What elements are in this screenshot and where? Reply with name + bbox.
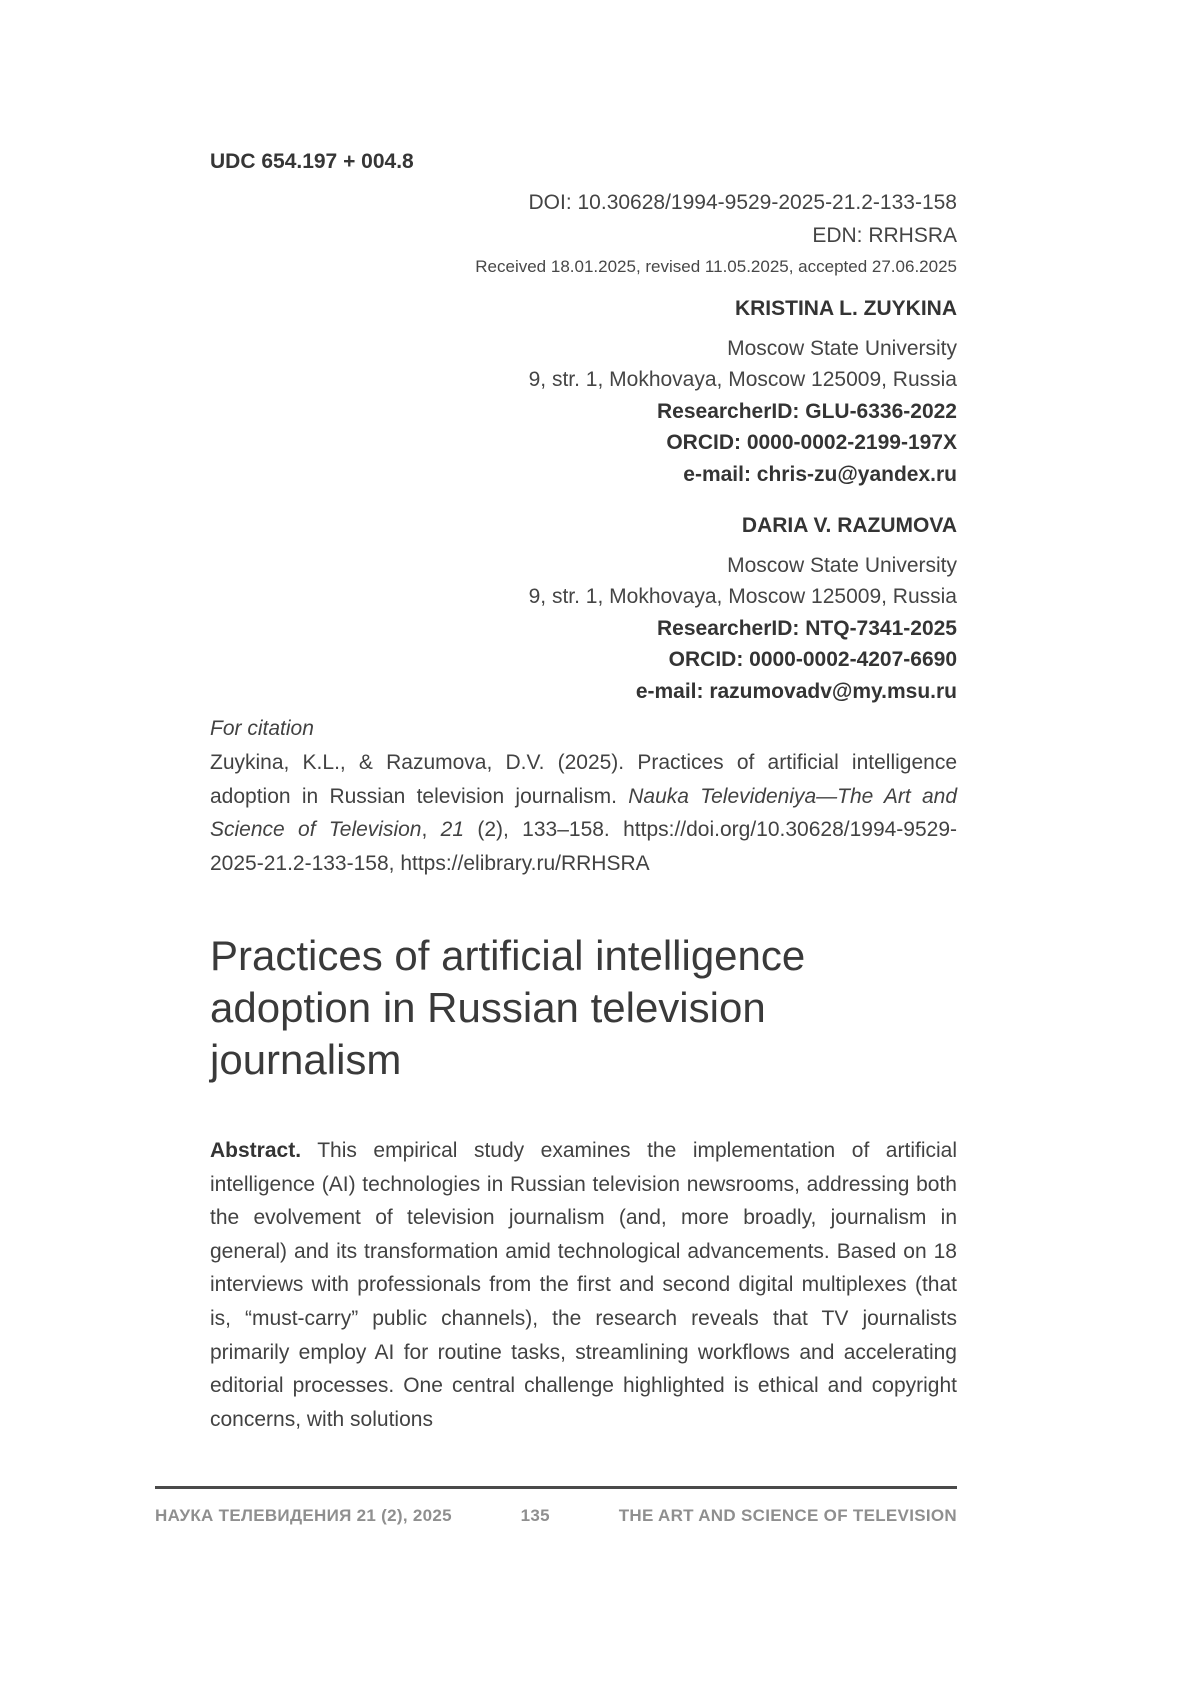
title-line-2: adoption in Russian television <box>210 984 766 1031</box>
content-column <box>210 150 957 1436</box>
author-block-2 <box>210 510 957 707</box>
footer-journal-en: THE ART AND SCIENCE OF TELEVISION <box>618 1506 957 1525</box>
received-line: Received 18.01.2025, revised 11.05.2025, accepted 27.06.2025 <box>475 257 957 276</box>
author-affiliation: Moscow State University <box>727 336 957 360</box>
citation-pages-links: (2), 133–158. https://doi.org/10.30628/1994-9529-2025-21.2-133-158, https://elibrary.ru/RRHSRA <box>210 818 958 875</box>
title-line-3: journalism <box>210 1036 402 1083</box>
author-address: 9, str. 1, Mokhovaya, Moscow 125009, Russia <box>528 585 957 608</box>
citation-journal-name: Nauka Televideniya—The Art and Science of Television <box>210 784 957 841</box>
author-orcid: ORCID: 0000-0002-4207-6690 <box>668 648 957 671</box>
udc-label: UDC 654.197 + 004.8 <box>210 150 414 173</box>
footer-journal-ru: НАУКА ТЕЛЕВИДЕНИЯ 21 (2), 2025 <box>155 1506 452 1525</box>
footer <box>155 1506 957 1526</box>
abstract-text: This empirical study examines the implementation of artificial intelligence (AI) technologies in Russian television newsrooms, addressing both the evolvement of television journalism (and, more broadly, journalism in general) and its transformation amid technological advancements. Based on 18 interviews with professionals from the first and second digital multiplexes (that is, “must-carry” public channels), the research reveals that TV journalists primarily employ AI for routine tasks, streamlining workflows and accelerating editorial processes. One central challenge highlighted is ethical and copyright concerns, with solutions <box>210 1139 957 1431</box>
footer-page-number: 135 <box>520 1506 550 1525</box>
footer-rule <box>155 1486 957 1489</box>
author-researcher-id: ResearcherID: GLU-6336-2022 <box>657 399 957 423</box>
abstract-label: Abstract. <box>210 1139 302 1162</box>
abstract-paragraph <box>210 1134 957 1436</box>
author-block-1 <box>210 293 957 490</box>
author-email: e-mail: razumovadv@my.msu.ru <box>635 679 957 703</box>
doi-line: DOI: 10.30628/1994-9529-2025-21.2-133-158 <box>528 191 957 214</box>
author-address: 9, str. 1, Mokhovaya, Moscow 125009, Russia <box>528 368 957 391</box>
for-citation-label: For citation <box>210 717 314 740</box>
author-affiliation: Moscow State University <box>727 553 957 577</box>
article-meta <box>210 186 957 252</box>
author-email: e-mail: chris-zu@yandex.ru <box>683 462 957 486</box>
citation-separator: , <box>421 818 441 841</box>
citation-paragraph <box>210 746 957 880</box>
citation-volume: 21 <box>440 818 465 841</box>
article-title <box>210 930 957 1086</box>
title-line-1: Practices of artificial intelligence <box>210 932 806 979</box>
author-orcid: ORCID: 0000-0002-2199-197X <box>666 431 957 454</box>
author-name: KRISTINA L. ZUYKINA <box>734 297 957 320</box>
edn-line: EDN: RRHSRA <box>812 224 957 247</box>
citation-text: Zuykina, K.L., & Razumova, D.V. (2025). Practices of artificial intelligence adoption in Russian television journalism. <box>210 751 957 808</box>
author-name: DARIA V. RAZUMOVA <box>741 514 957 537</box>
author-researcher-id: ResearcherID: NTQ-7341-2025 <box>657 616 957 640</box>
